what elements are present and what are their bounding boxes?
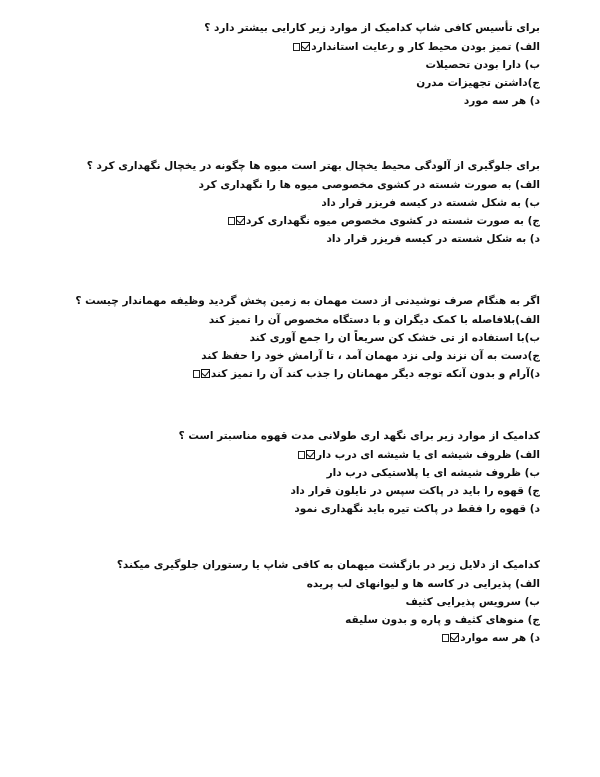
checked-box-icon <box>301 42 310 51</box>
question-2 <box>60 157 540 248</box>
question-3-stem: اگر به هنگام صرف نوشیدنی از دست مهمان به زمین پخش گردید وظیفه مهماندار چیست ؟ <box>75 295 540 307</box>
option-text: الف) پذیرایی در کاسه ها و لیوانهای لب پریده <box>306 577 540 590</box>
question-1-option-b[interactable] <box>60 56 540 74</box>
option-text: ج)داشتن تجهیزات مدرن <box>416 77 540 89</box>
option-text: الف) ظروف شیشه ای یا شیشه ای درب دار <box>316 448 540 461</box>
question-2-option-b[interactable] <box>60 194 540 212</box>
question-2-option-a[interactable] <box>60 176 540 194</box>
option-text: ب) ظروف شیشه ای یا پلاستیکی درب دار <box>326 466 540 479</box>
empty-box-icon <box>298 451 305 459</box>
option-text: ب) دارا بودن تحصیلات <box>425 58 540 71</box>
checked-box-icon <box>450 633 459 642</box>
question-1-option-a[interactable] <box>60 38 540 56</box>
empty-box-icon <box>193 370 200 378</box>
question-3-option-b[interactable] <box>60 329 540 347</box>
question-5-option-c[interactable] <box>60 611 540 629</box>
question-3-option-d[interactable] <box>60 365 540 383</box>
question-3-option-a[interactable] <box>60 311 540 329</box>
option-text: ج) قهوه را باید در پاکت سپس در نایلون قرار داد <box>290 485 540 497</box>
answer-mark <box>442 629 459 647</box>
question-1-stem: برای تأسیس کافی شاپ کدامیک از موارد زیر کارایی بیشتر دارد ؟ <box>204 22 540 34</box>
question-5 <box>60 556 540 647</box>
question-4 <box>60 427 540 518</box>
question-5-option-b[interactable] <box>60 593 540 611</box>
option-text: الف) تمیز بودن محیط کار و رعایت استاندارد <box>311 40 540 53</box>
answer-mark <box>298 446 315 464</box>
option-text: ب) به شکل شسته در کیسه فریزر قرار داد <box>321 196 540 209</box>
empty-box-icon <box>228 217 235 225</box>
option-text: ب)با استفاده از تی خشک کن سریعاً ان را جمع آوری کند <box>249 331 540 344</box>
question-1 <box>60 19 540 110</box>
option-text: الف) به صورت شسته در کشوی مخصوصی میوه ها را نگهداری کرد <box>198 178 540 191</box>
checked-box-icon <box>306 450 315 459</box>
option-text: د) هر سه موارد <box>460 632 540 645</box>
question-5-option-a[interactable] <box>60 575 540 593</box>
option-text: ج) به صورت شسته در کشوی مخصوص میوه نگهداری کرد <box>245 215 540 227</box>
question-2-stem: برای جلوگیری از آلودگی محیط یخچال بهتر است میوه ها چگونه در یخچال نگهداری کرد ؟ <box>86 160 540 172</box>
question-4-stem: کدامیک از موارد زیر برای نگهد اری طولانی مدت قهوه مناسبتر است ؟ <box>178 430 540 442</box>
option-text: د) قهوه را فقط در پاکت تیره باید نگهداری نمود <box>294 503 540 516</box>
question-3 <box>60 292 540 383</box>
option-text: ج)دست به آن نزند ولی نزد مهمان آمد ، تا آرامش خود را حفظ کند <box>201 350 540 362</box>
option-text: ب) سرویس پذیرایی کثیف <box>405 595 540 608</box>
answer-mark <box>193 365 210 383</box>
option-text: د) به شکل شسته در کیسه فریزر قرار داد <box>326 233 540 246</box>
question-3-option-c[interactable] <box>60 347 540 365</box>
empty-box-icon <box>293 43 300 51</box>
question-5-option-d[interactable] <box>60 629 540 647</box>
question-1-option-d[interactable] <box>60 92 540 110</box>
question-2-option-c[interactable] <box>60 212 540 230</box>
question-1-option-c[interactable] <box>60 74 540 92</box>
checked-box-icon <box>236 216 245 225</box>
answer-mark <box>293 38 310 56</box>
option-text: الف)بلافاصله با کمک دیگران و با دستگاه مخصوص آن را تمیز کند <box>208 313 540 326</box>
option-text: د)آرام و بدون آنکه توجه دیگر مهمانان را جذب کند آن را تمیز کند <box>210 368 540 381</box>
question-4-option-b[interactable] <box>60 464 540 482</box>
question-4-option-d[interactable] <box>60 500 540 518</box>
option-text: ج) منوهای کثیف و پاره و بدون سلیقه <box>345 614 540 626</box>
question-5-stem: کدامیک از دلایل زیر در بازگشت میهمان به کافی شاپ یا رستوران جلوگیری میکند؟ <box>116 559 540 571</box>
question-4-option-a[interactable] <box>60 446 540 464</box>
checked-box-icon <box>201 369 210 378</box>
question-4-option-c[interactable] <box>60 482 540 500</box>
answer-mark <box>228 212 245 230</box>
empty-box-icon <box>442 634 449 642</box>
option-text: د) هر سه مورد <box>463 95 540 108</box>
question-2-option-d[interactable] <box>60 230 540 248</box>
